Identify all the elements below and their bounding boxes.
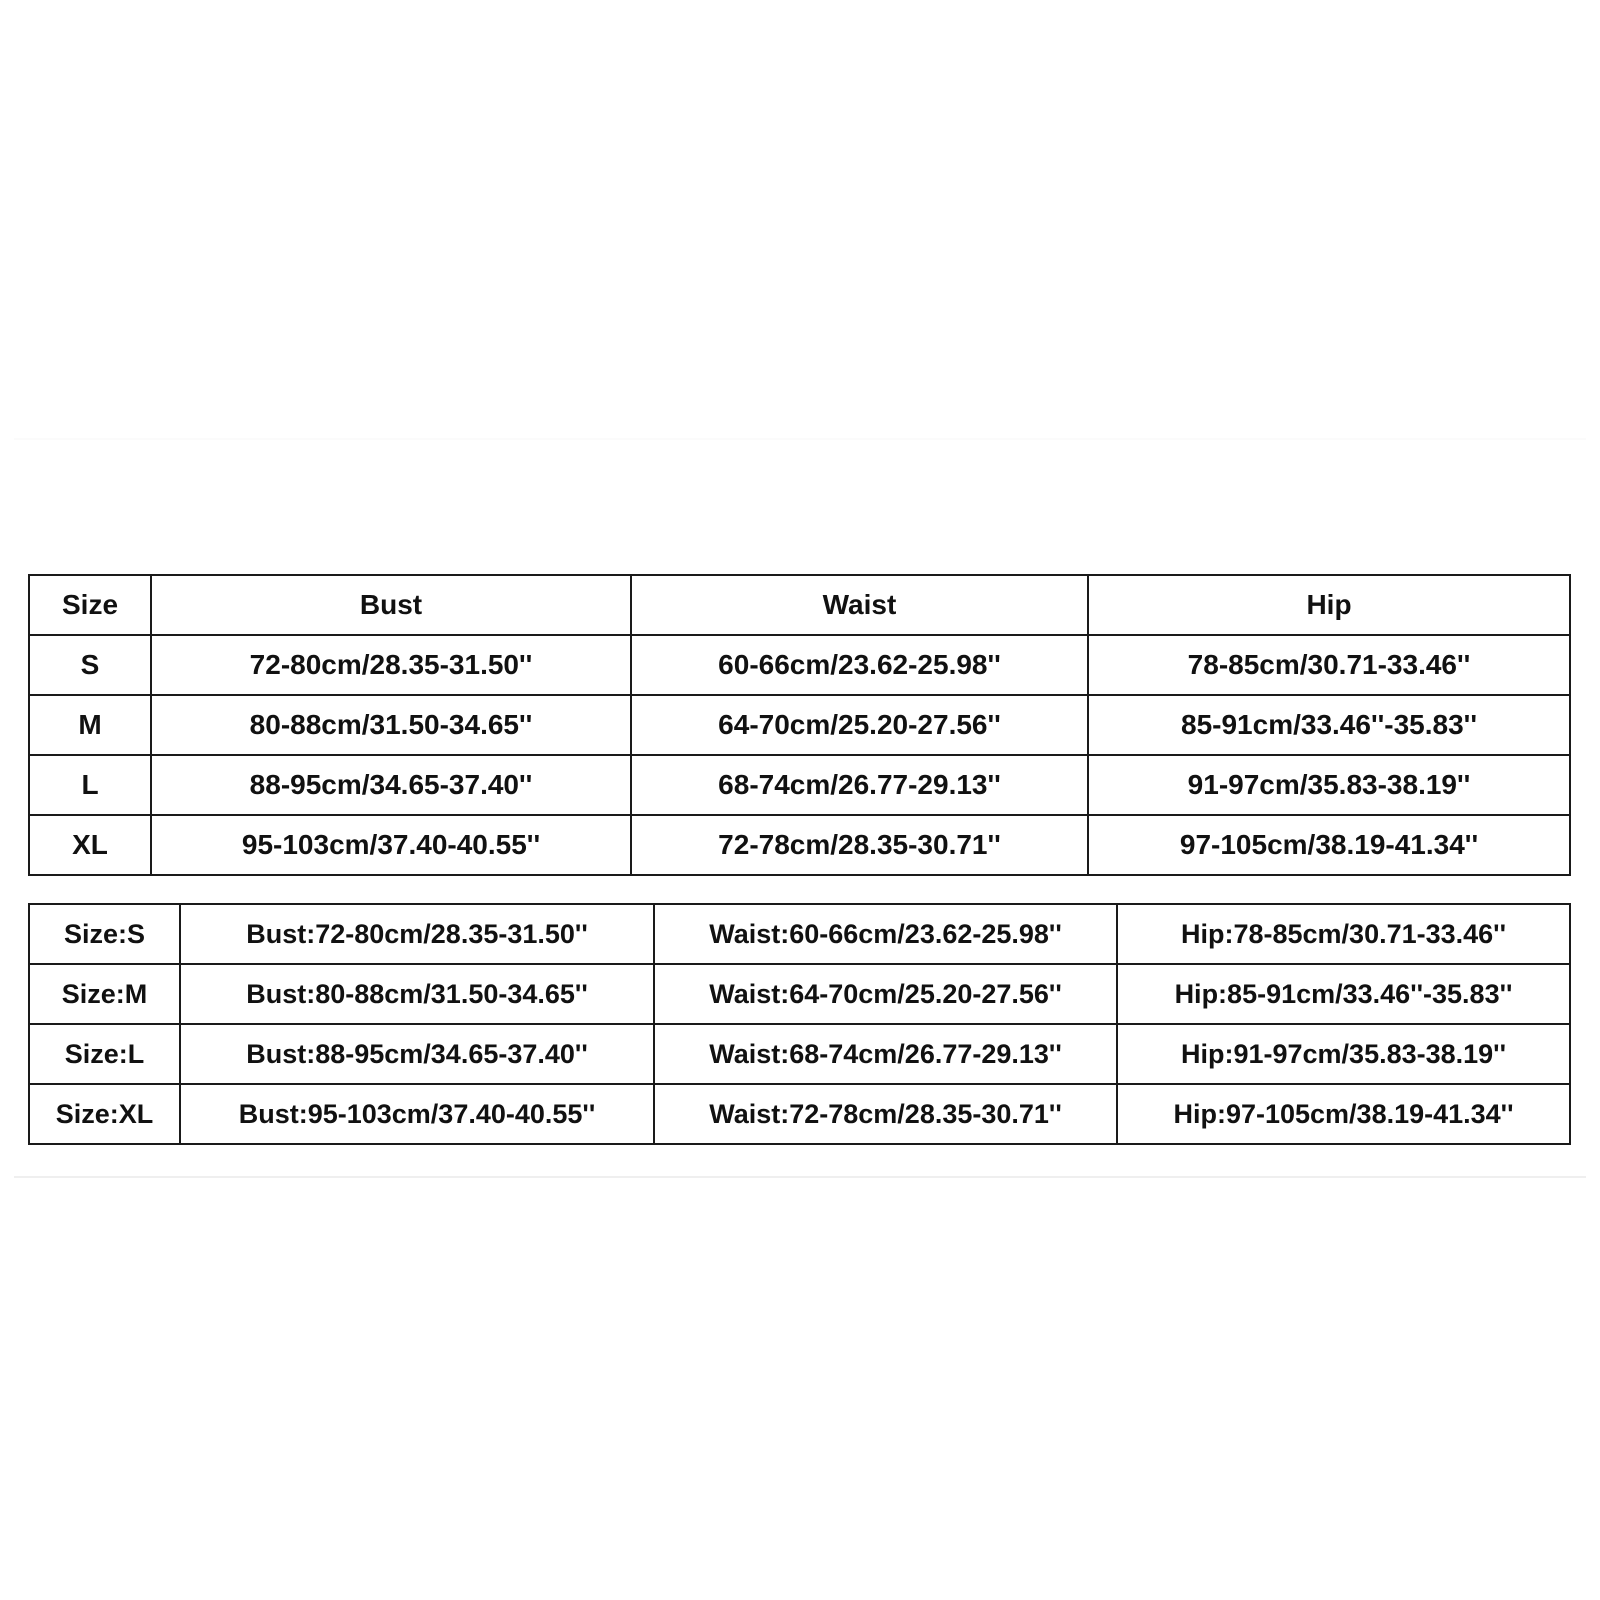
hip-cell: 85-91cm/33.46''-35.83'' — [1088, 695, 1570, 755]
bust-cell: Bust:95-103cm/37.40-40.55'' — [180, 1084, 654, 1144]
bust-cell: 95-103cm/37.40-40.55'' — [151, 815, 631, 875]
table-header-row — [29, 575, 1570, 635]
bust-cell: 80-88cm/31.50-34.65'' — [151, 695, 631, 755]
hip-cell: Hip:91-97cm/35.83-38.19'' — [1117, 1024, 1570, 1084]
table-row — [29, 904, 1570, 964]
header-size: Size — [29, 575, 151, 635]
hip-cell: 91-97cm/35.83-38.19'' — [1088, 755, 1570, 815]
waist-cell: 72-78cm/28.35-30.71'' — [631, 815, 1088, 875]
hip-cell: Hip:97-105cm/38.19-41.34'' — [1117, 1084, 1570, 1144]
hip-cell: 78-85cm/30.71-33.46'' — [1088, 635, 1570, 695]
waist-cell: Waist:72-78cm/28.35-30.71'' — [654, 1084, 1117, 1144]
table-row — [29, 635, 1570, 695]
header-bust: Bust — [151, 575, 631, 635]
waist-cell: Waist:68-74cm/26.77-29.13'' — [654, 1024, 1117, 1084]
hip-cell: 97-105cm/38.19-41.34'' — [1088, 815, 1570, 875]
bust-cell: 72-80cm/28.35-31.50'' — [151, 635, 631, 695]
bust-cell: 88-95cm/34.65-37.40'' — [151, 755, 631, 815]
waist-cell: 68-74cm/26.77-29.13'' — [631, 755, 1088, 815]
hip-cell: Hip:85-91cm/33.46''-35.83'' — [1117, 964, 1570, 1024]
size-cell: L — [29, 755, 151, 815]
size-cell: M — [29, 695, 151, 755]
table-row — [29, 964, 1570, 1024]
table-row — [29, 1084, 1570, 1144]
size-cell: Size:S — [29, 904, 180, 964]
hip-cell: Hip:78-85cm/30.71-33.46'' — [1117, 904, 1570, 964]
waist-cell: Waist:60-66cm/23.62-25.98'' — [654, 904, 1117, 964]
bust-cell: Bust:72-80cm/28.35-31.50'' — [180, 904, 654, 964]
table-row — [29, 695, 1570, 755]
waist-cell: 60-66cm/23.62-25.98'' — [631, 635, 1088, 695]
waist-cell: Waist:64-70cm/25.20-27.56'' — [654, 964, 1117, 1024]
bust-cell: Bust:80-88cm/31.50-34.65'' — [180, 964, 654, 1024]
size-cell: Size:M — [29, 964, 180, 1024]
size-chart-table — [28, 574, 1571, 876]
size-cell: S — [29, 635, 151, 695]
size-chart-labeled-table — [28, 903, 1571, 1145]
header-waist: Waist — [631, 575, 1088, 635]
size-cell: Size:L — [29, 1024, 180, 1084]
size-cell: Size:XL — [29, 1084, 180, 1144]
table-row — [29, 1024, 1570, 1084]
table-row — [29, 815, 1570, 875]
waist-cell: 64-70cm/25.20-27.56'' — [631, 695, 1088, 755]
header-hip: Hip — [1088, 575, 1570, 635]
size-cell: XL — [29, 815, 151, 875]
table-row — [29, 755, 1570, 815]
bust-cell: Bust:88-95cm/34.65-37.40'' — [180, 1024, 654, 1084]
